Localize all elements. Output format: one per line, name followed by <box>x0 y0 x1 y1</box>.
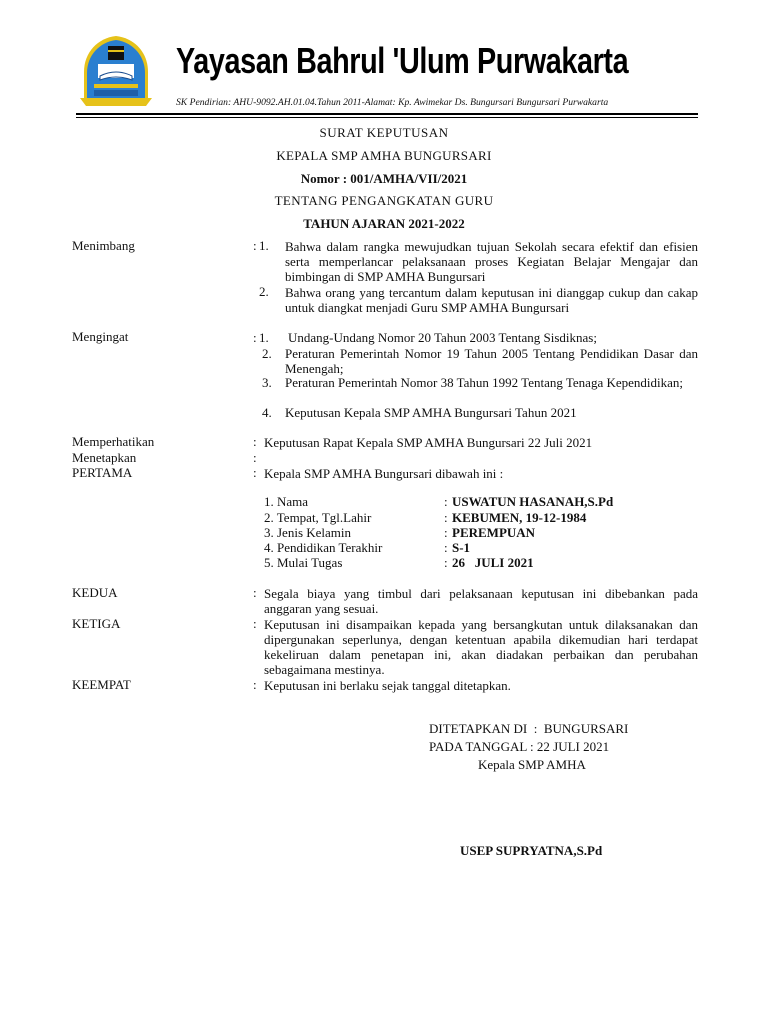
mengingat-num-4: 4. <box>262 405 272 420</box>
menimbang-colon: : <box>253 238 257 253</box>
mengingat-item-3: Peraturan Pemerintah Nomor 38 Tahun 1992 Tentang Tenaga Kependidikan; <box>285 375 684 390</box>
menimbang-num-1: 1. <box>259 238 269 253</box>
mengingat-num-3: 3. <box>262 375 272 390</box>
signer-name: USEP SUPRYATNA,S.Pd <box>460 843 603 858</box>
field-jk-colon: : <box>444 525 448 540</box>
keempat-label: KEEMPAT <box>72 677 131 692</box>
ketiga-label: KETIGA <box>72 616 121 631</box>
ditetapkan-di: DITETAPKAN DI : BUNGURSARI <box>429 721 629 736</box>
doc-subject: TENTANG PENGANGKATAN GURU <box>274 193 494 208</box>
sk-pendirian-line: SK Pendirian: AHU-9092.AH.01.04.Tahun 2011-Alamat: Kp. Awimekar Ds. Bungursari Bungursari Purwakarta <box>176 97 609 108</box>
memperhatikan-text: Keputusan Rapat Kepala SMP AMHA Bungursari 22 Juli 2021 <box>264 435 593 450</box>
header-rule-thick <box>76 113 698 115</box>
pertama-label: PERTAMA <box>72 465 133 480</box>
ketiga-colon: : <box>253 616 257 631</box>
field-ttl-label: 2. Tempat, Tgl.Lahir <box>264 510 372 525</box>
mengingat-item-4: Keputusan Kepala SMP AMHA Bungursari Tahun 2021 <box>285 405 577 420</box>
mengingat-item-1: Undang-Undang Nomor 20 Tahun 2003 Tentang Sisdiknas; <box>288 330 597 345</box>
field-nama-label: 1. Nama <box>264 494 309 509</box>
mengingat-num-1: 1. <box>259 330 269 345</box>
pada-tanggal: PADA TANGGAL : 22 JULI 2021 <box>429 739 610 754</box>
mengingat-num-2: 2. <box>262 346 272 361</box>
keempat-colon: : <box>253 677 257 692</box>
kedua-text: Segala biaya yang timbul dari pelaksanaan keputusan ini dibebankan pada anggaran yang sesuai. <box>264 586 698 616</box>
field-pendidikan-colon: : <box>444 540 448 555</box>
memperhatikan-label: Memperhatikan <box>72 434 155 449</box>
pertama-colon: : <box>253 465 257 480</box>
ketiga-text: Keputusan ini disampaikan kepada yang bersangkutan untuk dilaksanakan dan dipergunakan seperlunya, dengan ketentuan apabila dikemudian hari terdapat kekeliruan dalam penetapan ini, akan diadakan perbaikan dan perubahan sebagaimana mestinya. <box>264 617 698 677</box>
field-jk-value: PEREMPUAN <box>452 525 536 540</box>
doc-subtitle: KEPALA SMP AMHA BUNGURSARI <box>276 148 492 163</box>
field-mulai-colon: : <box>444 555 448 570</box>
field-pendidikan-label: 4. Pendidikan Terakhir <box>264 540 383 555</box>
yayasan-logo-icon <box>76 32 156 112</box>
mengingat-item-2: Peraturan Pemerintah Nomor 19 Tahun 2005 Tentang Pendidikan Dasar dan Menengah; <box>285 346 698 376</box>
menimbang-item-1: Bahwa dalam rangka mewujudkan tujuan Sekolah secara efektif dan efisien serta memperlancar pelaksanaan proses Kegiatan Belajar Mengajar dan bimbingan di SMP AMHA Bungursari <box>285 239 698 284</box>
field-ttl-value: KEBUMEN, 19-12-1984 <box>452 510 587 525</box>
mengingat-label: Mengingat <box>72 329 129 344</box>
memperhatikan-colon: : <box>253 434 257 449</box>
menimbang-item-2: Bahwa orang yang tercantum dalam keputusan ini dianggap cukup dan cakap untuk diangkat menjadi Guru SMP AMHA Bungursari <box>285 285 698 315</box>
menetapkan-colon: : <box>253 450 257 465</box>
field-nama-colon: : <box>444 494 448 509</box>
field-pendidikan-value: S-1 <box>452 540 471 555</box>
signer-title: Kepala SMP AMHA <box>478 757 586 772</box>
field-mulai-value: 26 JULI 2021 <box>452 555 534 570</box>
field-jk-label: 3. Jenis Kelamin <box>264 525 352 540</box>
org-name: Yayasan Bahrul 'Ulum Purwakarta <box>176 40 629 81</box>
header-rule-thin <box>76 117 698 118</box>
mengingat-colon: : <box>253 330 257 345</box>
menimbang-num-2: 2. <box>259 284 269 299</box>
field-ttl-colon: : <box>444 510 448 525</box>
kedua-label: KEDUA <box>72 585 118 600</box>
doc-year: TAHUN AJARAN 2021-2022 <box>303 216 465 231</box>
menetapkan-label: Menetapkan <box>72 450 137 465</box>
field-mulai-label: 5. Mulai Tugas <box>264 555 343 570</box>
doc-number: Nomor : 001/AMHA/VII/2021 <box>300 171 468 186</box>
doc-title: SURAT KEPUTUSAN <box>319 125 449 140</box>
menimbang-label: Menimbang <box>72 238 135 253</box>
pertama-text: Kepala SMP AMHA Bungursari dibawah ini : <box>264 466 504 481</box>
keempat-text: Keputusan ini berlaku sejak tanggal ditetapkan. <box>264 678 511 693</box>
kedua-colon: : <box>253 585 257 600</box>
field-nama-value: USWATUN HASANAH,S.Pd <box>452 494 614 509</box>
